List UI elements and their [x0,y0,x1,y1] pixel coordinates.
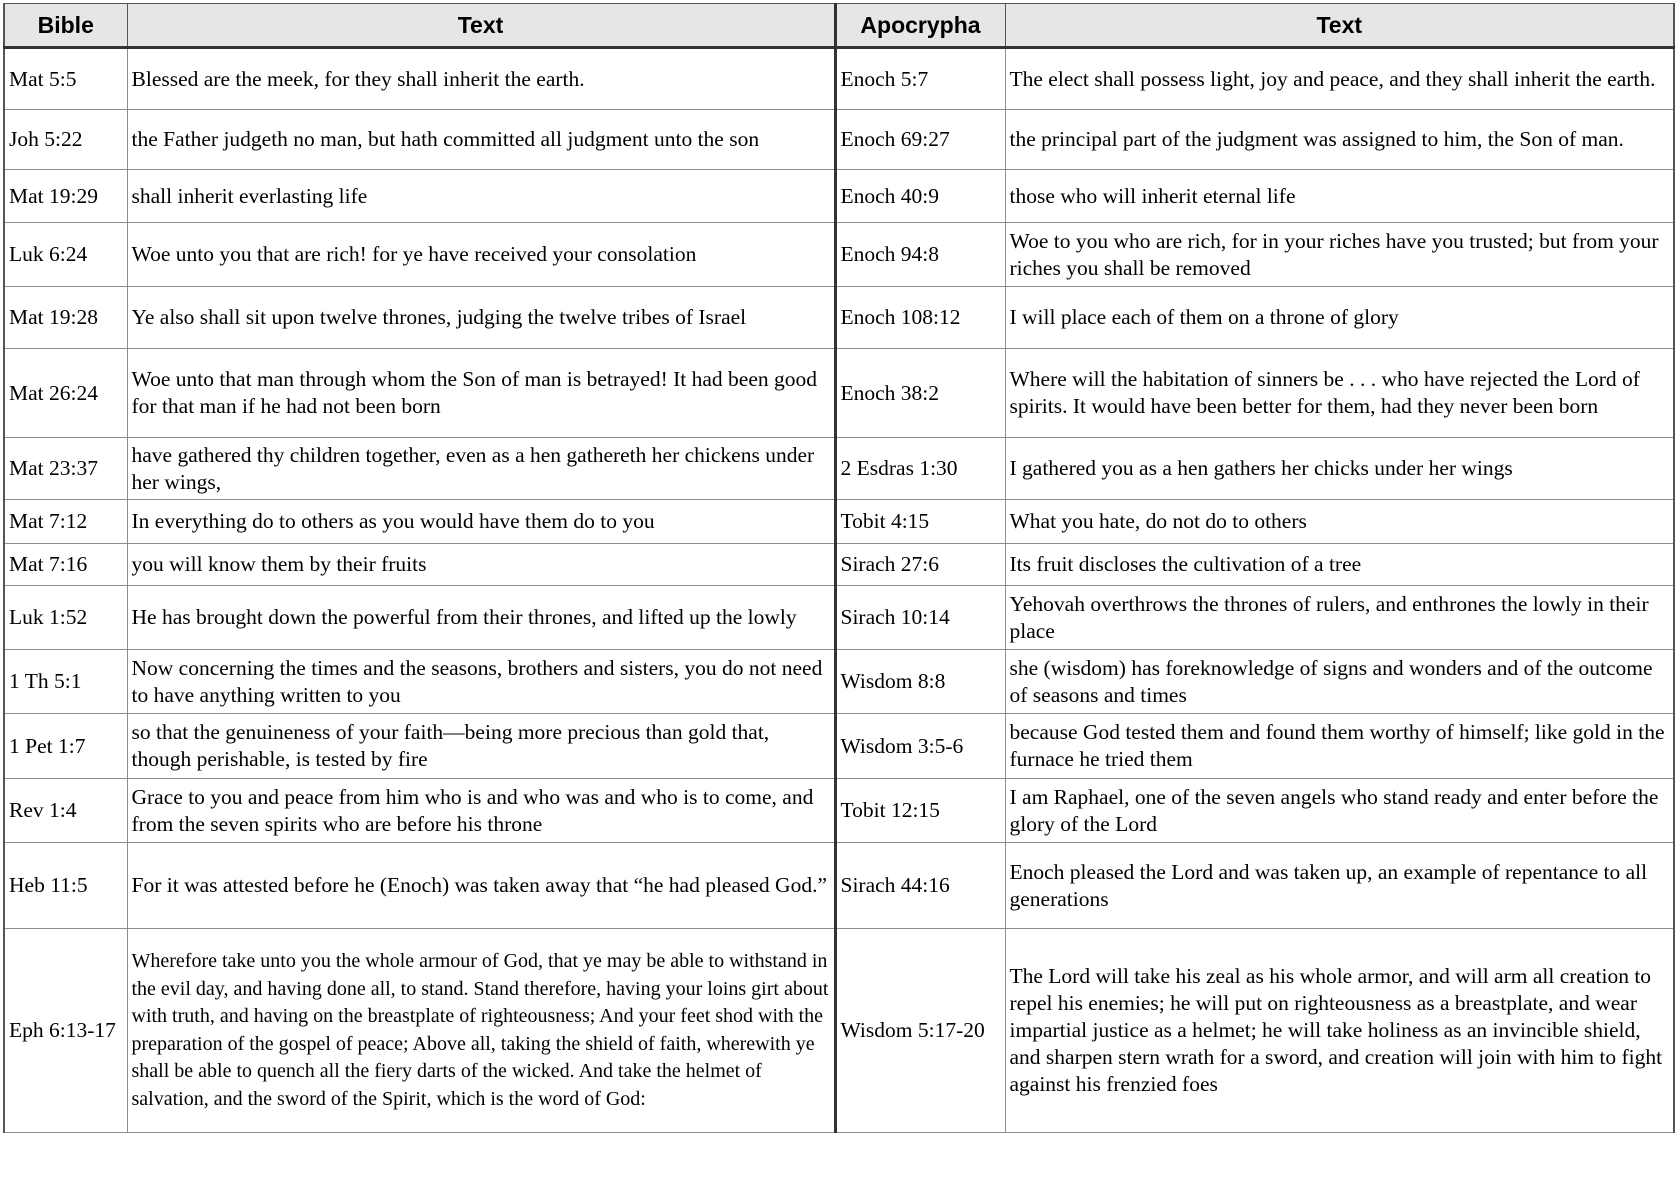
bible-text-cell: Now concerning the times and the seasons, brothers and sisters, you do not need to have anything written to you [127,650,835,714]
apocrypha-reference-cell: Tobit 12:15 [835,779,1005,843]
table-row [4,779,1674,843]
apocrypha-text-cell: Its fruit discloses the cultivation of a tree [1005,544,1674,586]
bible-text-cell: so that the genuineness of your faith—being more precious than gold that, though perishable, is tested by fire [127,714,835,779]
table-row [4,843,1674,929]
apocrypha-reference-cell: 2 Esdras 1:30 [835,438,1005,500]
header-bible: Bible [4,4,127,48]
apocrypha-reference-cell: Enoch 108:12 [835,287,1005,349]
table-row [4,544,1674,586]
apocrypha-reference-cell: Enoch 69:27 [835,110,1005,170]
table-row [4,650,1674,714]
table-row [4,349,1674,438]
apocrypha-text-cell: because God tested them and found them worthy of himself; like gold in the furnace he tried them [1005,714,1674,779]
apocrypha-reference-cell: Sirach 10:14 [835,586,1005,650]
table-row [4,170,1674,223]
apocrypha-reference-cell: Enoch 94:8 [835,223,1005,287]
apocrypha-reference-cell: Enoch 40:9 [835,170,1005,223]
table-row [4,287,1674,349]
apocrypha-text-cell: Where will the habitation of sinners be . . . who have rejected the Lord of spirits. It would have been better for them, had they never been born [1005,349,1674,438]
bible-text-cell: For it was attested before he (Enoch) was taken away that “he had pleased God.” [127,843,835,929]
bible-reference-cell: Rev 1:4 [4,779,127,843]
bible-text-cell: you will know them by their fruits [127,544,835,586]
apocrypha-reference-cell: Wisdom 8:8 [835,650,1005,714]
apocrypha-text-cell: The elect shall possess light, joy and peace, and they shall inherit the earth. [1005,48,1674,110]
comparison-table-container [3,3,1673,1133]
bible-text-cell: Wherefore take unto you the whole armour of God, that ye may be able to withstand in the evil day, and having done all, to stand. Stand therefore, having your loins girt about with truth, and having on the breastplate of righteousness; And your feet shod with the preparation of the gospel of peace; Above all, taking the shield of faith, wherewith ye shall be able to quench all the fiery darts of the wicked. And take the helmet of salvation, and the sword of the Spirit, which is the word of God: [127,929,835,1133]
table-row [4,110,1674,170]
table-header-row [4,4,1674,48]
apocrypha-reference-cell: Tobit 4:15 [835,500,1005,544]
bible-reference-cell: Mat 7:16 [4,544,127,586]
bible-reference-cell: Mat 19:28 [4,287,127,349]
bible-text-cell: Woe unto you that are rich! for ye have received your consolation [127,223,835,287]
table-row [4,48,1674,110]
header-apocrypha-text: Text [1005,4,1674,48]
bible-text-cell: the Father judgeth no man, but hath committed all judgment unto the son [127,110,835,170]
apocrypha-text-cell: the principal part of the judgment was assigned to him, the Son of man. [1005,110,1674,170]
bible-text-cell: have gathered thy children together, even as a hen gathereth her chickens under her wings, [127,438,835,500]
header-apocrypha: Apocrypha [835,4,1005,48]
bible-reference-cell: Mat 23:37 [4,438,127,500]
table-row [4,586,1674,650]
bible-text-cell: Blessed are the meek, for they shall inherit the earth. [127,48,835,110]
apocrypha-text-cell: those who will inherit eternal life [1005,170,1674,223]
bible-reference-cell: Luk 1:52 [4,586,127,650]
bible-reference-cell: Eph 6:13-17 [4,929,127,1133]
apocrypha-reference-cell: Wisdom 5:17-20 [835,929,1005,1133]
bible-apocrypha-comparison-table [3,3,1675,1133]
bible-reference-cell: Joh 5:22 [4,110,127,170]
bible-text-cell: Ye also shall sit upon twelve thrones, judging the twelve tribes of Israel [127,287,835,349]
apocrypha-text-cell: The Lord will take his zeal as his whole armor, and will arm all creation to repel his enemies; he will put on righteousness as a breastplate, and wear impartial justice as a helmet; he will take holiness as an invincible shield, and sharpen stern wrath for a sword, and creation will join with him to fight against his frenzied foes [1005,929,1674,1133]
bible-text-cell: Grace to you and peace from him who is and who was and who is to come, and from the seven spirits who are before his throne [127,779,835,843]
bible-reference-cell: Heb 11:5 [4,843,127,929]
table-row [4,438,1674,500]
apocrypha-text-cell: Woe to you who are rich, for in your riches have you trusted; but from your riches you shall be removed [1005,223,1674,287]
apocrypha-text-cell: Yehovah overthrows the thrones of rulers, and enthrones the lowly in their place [1005,586,1674,650]
apocrypha-text-cell: I am Raphael, one of the seven angels who stand ready and enter before the glory of the Lord [1005,779,1674,843]
apocrypha-reference-cell: Wisdom 3:5-6 [835,714,1005,779]
apocrypha-text-cell: Enoch pleased the Lord and was taken up, an example of repentance to all generations [1005,843,1674,929]
bible-reference-cell: Luk 6:24 [4,223,127,287]
bible-reference-cell: Mat 19:29 [4,170,127,223]
bible-text-cell: Woe unto that man through whom the Son of man is betrayed! It had been good for that man if he had not been born [127,349,835,438]
bible-reference-cell: Mat 26:24 [4,349,127,438]
table-row [4,500,1674,544]
table-row [4,714,1674,779]
bible-reference-cell: 1 Th 5:1 [4,650,127,714]
apocrypha-reference-cell: Enoch 38:2 [835,349,1005,438]
apocrypha-text-cell: she (wisdom) has foreknowledge of signs and wonders and of the outcome of seasons and times [1005,650,1674,714]
bible-text-cell: shall inherit everlasting life [127,170,835,223]
apocrypha-text-cell: What you hate, do not do to others [1005,500,1674,544]
apocrypha-reference-cell: Sirach 44:16 [835,843,1005,929]
apocrypha-text-cell: I will place each of them on a throne of glory [1005,287,1674,349]
bible-text-cell: In everything do to others as you would have them do to you [127,500,835,544]
bible-text-cell: He has brought down the powerful from their thrones, and lifted up the lowly [127,586,835,650]
header-bible-text: Text [127,4,835,48]
apocrypha-text-cell: I gathered you as a hen gathers her chicks under her wings [1005,438,1674,500]
apocrypha-reference-cell: Enoch 5:7 [835,48,1005,110]
table-row [4,223,1674,287]
apocrypha-reference-cell: Sirach 27:6 [835,544,1005,586]
bible-reference-cell: Mat 7:12 [4,500,127,544]
bible-reference-cell: 1 Pet 1:7 [4,714,127,779]
table-row [4,929,1674,1133]
bible-reference-cell: Mat 5:5 [4,48,127,110]
